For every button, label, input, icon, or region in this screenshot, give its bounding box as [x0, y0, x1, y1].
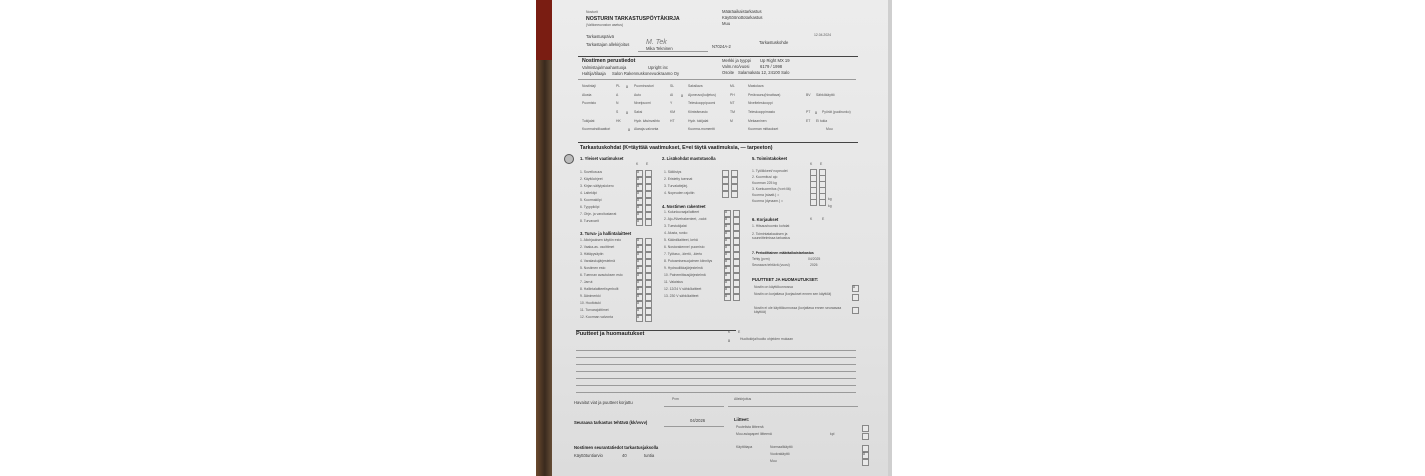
structure-mark: x: [725, 286, 728, 291]
signature-line-2: [728, 406, 858, 407]
type-mark: x: [626, 84, 629, 89]
general-e-box[interactable]: [645, 212, 652, 219]
safety-mark: x: [637, 265, 640, 270]
general-mark: x: [637, 183, 640, 188]
type-row-label-6: Kuormaindikaattori: [582, 127, 611, 131]
structure-mark: x: [725, 272, 728, 277]
safety-mark: x: [637, 272, 640, 277]
attachments-title: Liitteet:: [734, 417, 750, 422]
defects-box-item: Nostin ei ole käyttökunnossa (korjattava ennen seuraavaa käyttöä): [754, 306, 842, 315]
general-mark: x: [637, 218, 640, 223]
attachment-item-1: Puutelista liitteenä: [736, 425, 764, 429]
signature-line: [638, 51, 708, 52]
attachment-checkbox[interactable]: [862, 433, 869, 440]
type-name: Perävaunu(hinattava): [748, 93, 781, 97]
safety-item: 5. Nostimen esto: [580, 266, 606, 270]
structure-e-box[interactable]: [733, 224, 740, 231]
structure-mark: x: [725, 230, 728, 235]
safety-item: 6. Tuennan avautuksen esto: [580, 273, 623, 277]
tests-item: Kuorma (dynaam.) =: [752, 199, 783, 203]
safety-item: 3. Hätäpysäytin: [580, 252, 604, 256]
extra-item: 1. Säilöstys: [664, 170, 682, 174]
type-code: ML: [730, 84, 735, 88]
safety-item: 11. Turvarajoittimet: [580, 308, 609, 312]
structure-mark: x: [725, 265, 728, 270]
type-code: S: [616, 110, 619, 114]
attachment-item-2: Muu asiapaperi liitteenä: [736, 432, 772, 436]
structure-item: 3. Tuestukijalat: [664, 224, 687, 228]
e-header: E: [822, 217, 825, 221]
safety-e-box[interactable]: [645, 308, 652, 315]
use-item-2: Vuokrakäyttö: [770, 452, 790, 456]
safety-item: 10. Huoltotuki: [580, 301, 601, 305]
general-e-box[interactable]: [645, 205, 652, 212]
fixed-date-label: Pvm: [672, 397, 679, 401]
type-name: Kuorman mittaukset: [748, 127, 779, 131]
defects-box-item: Nostin on korjattava (korjaukset ennen sen käyttöä): [754, 292, 832, 296]
type-code: HK: [616, 119, 621, 123]
safety-e-box[interactable]: [645, 252, 652, 259]
fixed-label: Havaitut viat ja puutteet korjattu: [574, 400, 633, 405]
e-header: E: [646, 162, 649, 166]
safety-e-box[interactable]: [645, 301, 652, 308]
structure-item: 12. 12/24 V sähkölaitteet: [664, 287, 702, 291]
form-target-label: Tarkastuskohde: [759, 40, 789, 45]
divider-3: [578, 142, 858, 143]
general-item: 4. Laitekilpi: [580, 191, 597, 195]
type-code: TM: [730, 110, 735, 114]
safety-mark: x: [637, 286, 640, 291]
type-code: N: [616, 101, 619, 105]
use-item-3: Muu: [770, 459, 777, 463]
general-mark: x: [637, 204, 640, 209]
divider-1: [578, 56, 858, 57]
structure-item: 2. Ajo-/Nivelrakenteet, -valot: [664, 217, 707, 221]
form-title: NOSTURIN TARKASTUSPÖYTÄKIRJA: [586, 16, 680, 22]
structure-e-box[interactable]: [733, 245, 740, 252]
defects-box-title: PUUTTEET JA HUOMAUTUKSET:: [752, 277, 819, 282]
manufacturer-label: Valmistaja/maahantuoja: [582, 65, 627, 70]
structure-mark: x: [725, 223, 728, 228]
structure-e-box[interactable]: [733, 252, 740, 259]
type-code: BV: [806, 93, 811, 97]
type-code: AI: [670, 93, 674, 97]
structure-e-box[interactable]: [733, 259, 740, 266]
safety-mark: x: [637, 300, 640, 305]
type-name: Mastolava: [748, 84, 764, 88]
safety-e-box[interactable]: [645, 266, 652, 273]
structure-item: 1. Kulunkuvaaja/laitteet: [664, 210, 700, 214]
defects-note: Huoltokirja/huolto ohjeiden mukaan: [740, 337, 793, 341]
safety-e-box[interactable]: [645, 245, 652, 252]
tests-item: Kuorma (staatt.) =: [752, 193, 780, 197]
extra-item: 2. Eristetty tuennat: [664, 177, 693, 181]
general-title: 1. Yleiset vaatimukset: [580, 156, 624, 161]
structure-mark: x: [725, 258, 728, 263]
structure-e-box[interactable]: [733, 266, 740, 273]
structure-item: 8. Putoamisesuojaimen kiinnitys: [664, 259, 713, 263]
safety-item: 8. Hallintalaitteet/symbolit: [580, 287, 619, 291]
defects-line: [576, 378, 856, 379]
extra-e-box[interactable]: [731, 177, 738, 184]
next-value: 04/2026: [690, 418, 706, 423]
attachment-unit: kpl: [830, 432, 835, 436]
repairs-item: 1. Hitsaushuomio kohdat: [752, 224, 790, 228]
general-item: 1. Sovellusuus: [580, 170, 603, 174]
defects-checkbox[interactable]: [852, 294, 859, 301]
defects-line: [576, 392, 856, 393]
safety-e-box[interactable]: [645, 280, 652, 287]
tests-item: 1. Työliikkeet/ nopeudet: [752, 169, 788, 173]
inspection-form-sheet: [552, 0, 888, 476]
inspector-signature-label: Tarkastajan allekirjoitus: [586, 42, 630, 47]
model-value: Up Right MX 19: [760, 58, 790, 63]
extra-k-box[interactable]: [722, 177, 729, 184]
serial-value: 6179 / 1998: [760, 64, 783, 69]
type-name: Ei tukia: [816, 119, 828, 123]
k-header: K: [636, 162, 639, 166]
tests-item: 2. Kuormitus/ ajo: [752, 175, 778, 179]
address-value: Salamakatu 12, 24100 Salo: [738, 70, 790, 75]
tests-title: 5. Toimintakokeet: [752, 156, 788, 161]
next-label: Seuraava tarkastus tehtävä (kk/vvvv): [574, 420, 648, 425]
safety-e-box[interactable]: [645, 287, 652, 294]
structure-mark: x: [725, 244, 728, 249]
k-header: K: [728, 330, 731, 334]
structure-mark: x: [725, 237, 728, 242]
structure-item: 5. Kääntölaitteet, kehä: [664, 238, 698, 242]
address-label: Osoite: [722, 70, 735, 75]
periodic-title: 7. Periodittainen määräaikaistarkastus: [752, 251, 814, 255]
hours-unit: tuntia: [644, 453, 655, 458]
type-name: Puominosturi: [634, 84, 654, 88]
general-e-box[interactable]: [645, 184, 652, 191]
structure-mark: x: [725, 251, 728, 256]
safety-mark: x: [637, 237, 640, 242]
extra-k-box[interactable]: [722, 184, 729, 191]
periodic-label: Tehty (pvm): [752, 257, 770, 261]
type-row-label-1: Nostinlaji: [582, 84, 596, 88]
k-header: K: [810, 217, 813, 221]
unit-label: kg: [828, 197, 832, 201]
structure-item: 6. Nostorakenne/ puomisto: [664, 245, 705, 249]
use-check-mark: x: [863, 451, 866, 456]
use-checkbox[interactable]: [862, 459, 869, 466]
tests-item: Kuorman 225 kg: [752, 181, 777, 185]
tests-k-box[interactable]: [810, 199, 817, 206]
structure-mark: x: [725, 293, 728, 298]
manufacturer-value: Upright inc: [648, 65, 669, 70]
handwritten-date: 12.04.2024: [814, 33, 831, 37]
defects-line: [576, 385, 856, 386]
structure-e-box[interactable]: [733, 210, 740, 217]
extra-k-box[interactable]: [722, 170, 729, 177]
inspector-name: Mika Tekninen: [646, 46, 673, 51]
unit-label: kg: [828, 204, 832, 208]
type-code: KM: [670, 110, 676, 114]
type-code: A: [616, 93, 619, 97]
safety-title: 3. Turva- ja hallintalaitteet: [580, 231, 632, 236]
type-mark: x: [628, 127, 631, 132]
structure-item: 7. Työtaso, -kiertö, -kierto: [664, 252, 703, 256]
header-right-item-3: Muu: [722, 21, 731, 26]
type-name: Ajoneuvo(kuljetus): [688, 93, 716, 97]
general-mark: x: [637, 176, 640, 181]
document-number: N7024A-2: [712, 44, 731, 49]
defects-mark: x: [728, 338, 731, 343]
owner-value: Salon Rakennuskonevuokraamo Oy: [612, 71, 680, 76]
divider-2: [578, 79, 856, 80]
type-code: PT: [806, 110, 811, 114]
general-e-box[interactable]: [645, 219, 652, 226]
use-label: Käyttötapa: [736, 445, 753, 449]
tests-item: 3. Koekuormitus (h=nt:llä): [752, 187, 791, 191]
date-line: [664, 406, 724, 407]
structure-e-box[interactable]: [733, 231, 740, 238]
structure-e-box[interactable]: [733, 287, 740, 294]
structure-item: 9. Hydrauliikkajärjestelmä: [664, 266, 703, 270]
structure-mark: x: [725, 216, 728, 221]
defects-line: [576, 357, 856, 358]
structure-item: 4. Alusta, runko: [664, 231, 688, 235]
safety-e-box[interactable]: [645, 294, 652, 301]
follow-title: Nostimen seurantatiedot tarkastusjaksolla: [574, 445, 659, 450]
type-code: Y: [670, 101, 673, 105]
safety-item: 4. Varalaskujärjestelmä: [580, 259, 615, 263]
extra-e-box[interactable]: [731, 191, 738, 198]
safety-e-box[interactable]: [645, 273, 652, 280]
structure-e-box[interactable]: [733, 238, 740, 245]
type-mark: x: [815, 110, 818, 115]
safety-item: 9. Äänimerkki: [580, 294, 601, 298]
type-name: Kiinteämasto: [688, 110, 708, 114]
structure-item: 11. Valaistus: [664, 280, 683, 284]
periodic-label: Seuraava tehtävä (vuosi): [752, 263, 790, 267]
general-e-box[interactable]: [645, 170, 652, 177]
structure-e-box[interactable]: [733, 280, 740, 287]
serial-label: Valm.nro/vuosi: [722, 64, 750, 69]
repairs-item: 2. Toimintatakauksen ja suunnittelmissa tarkastus: [752, 232, 791, 241]
extra-title: 2. Lisäkohdat mastotasolla: [662, 156, 716, 161]
general-item: 6. Tyyppikilpi: [580, 205, 600, 209]
type-name: Saksi: [634, 110, 643, 114]
next-line: [664, 426, 724, 427]
safety-item: 2. Vaaka-as. osoittimet: [580, 245, 615, 249]
fixed-sig-label: Allekirjoitus: [734, 397, 752, 401]
extra-item: 3. Turvalaitejärj.: [664, 184, 688, 188]
section-title: Tarkastuskohdat (K=täyttää vaatimukset, E=ei täytä vaatimuksia, — tarpeeton): [580, 145, 773, 151]
defects-box-item: Nostin on käyttökunnossa: [754, 285, 793, 289]
safety-e-box[interactable]: [645, 238, 652, 245]
general-item: 2. Käyttöohjeet: [580, 177, 603, 181]
type-name: Pyörät (puolirunko): [822, 110, 851, 114]
general-mark: x: [637, 211, 640, 216]
safety-e-box[interactable]: [645, 315, 652, 322]
extra-k-box[interactable]: [722, 191, 729, 198]
binder-hole-icon: [564, 154, 574, 164]
safety-mark: x: [637, 279, 640, 284]
general-mark: x: [637, 197, 640, 202]
type-name: Alaraja-valvonta: [634, 127, 659, 131]
use-item-1: Normaalikäyttö: [770, 445, 793, 449]
type-code: SL: [670, 84, 675, 88]
periodic-value: 04/2025: [808, 257, 821, 261]
defects-title: Puutteet ja huomautukset: [576, 331, 645, 337]
type-name: Saksilava: [688, 84, 703, 88]
safety-item: 1. Aliohjauksen käytön esto: [580, 238, 622, 242]
type-name: Sähkökäyttö: [816, 93, 835, 97]
safety-item: 12. Kuorman valvonta: [580, 315, 613, 319]
safety-item: 7. Jarrut: [580, 280, 593, 284]
form-subtitle: (Valtioneuvoston asetus): [586, 23, 624, 27]
type-code: HT: [670, 119, 675, 123]
general-item: 7. Ohje- ja varoitustarrat: [580, 212, 617, 216]
defects-line: [576, 371, 856, 372]
safety-mark: x: [637, 314, 640, 319]
safety-mark: x: [637, 251, 640, 256]
structure-e-box[interactable]: [733, 273, 740, 280]
general-item: 3. Kirjan säilytyslokero: [580, 184, 614, 188]
hours-value: 40: [622, 453, 627, 458]
type-name: Mekaaninen: [748, 119, 767, 123]
periodic-value: 2026: [810, 263, 818, 267]
type-row-label-3: Puomisto: [582, 101, 597, 105]
defects-line: [576, 364, 856, 365]
basics-title: Nostimen perustiedot: [582, 58, 636, 64]
type-row-label-2: Alusta: [582, 93, 592, 97]
company-tag: Nosturit: [586, 10, 598, 14]
general-e-box[interactable]: [645, 191, 652, 198]
type-row-label-5: Tukijalat: [582, 119, 595, 123]
defects-checkbox[interactable]: [852, 307, 859, 314]
e-header: E: [738, 330, 741, 334]
structure-e-box[interactable]: [733, 294, 740, 301]
type-name: Hydr. käsinvaihto: [634, 119, 660, 123]
general-item: 5. Kuormakilpi: [580, 198, 602, 202]
safety-mark: x: [637, 293, 640, 298]
inspector-signature: M. Tek: [646, 39, 667, 46]
type-code: PL: [616, 84, 621, 88]
safety-e-box[interactable]: [645, 259, 652, 266]
defects-line: [576, 350, 856, 351]
structure-e-box[interactable]: [733, 217, 740, 224]
general-item: 8. Turvavarit: [580, 219, 599, 223]
type-name: Kuorma-momentti: [688, 127, 715, 131]
tests-e-box[interactable]: [819, 199, 826, 206]
type-name: Auto: [634, 93, 641, 97]
e-header: E: [820, 162, 823, 166]
header-right-item-1: Määräaikaistarkastus: [722, 9, 762, 14]
structure-title: 4. Nostimen rakenteet: [662, 204, 706, 209]
safety-mark: x: [637, 244, 640, 249]
k-header: K: [810, 162, 813, 166]
type-code: M: [730, 119, 733, 123]
owner-label: Haltija/tilaaja: [582, 71, 606, 76]
type-name: Teleskooppipuomi: [688, 101, 716, 105]
inspection-type-label: Tarkastuspäivä: [586, 34, 614, 39]
type-code: NT: [730, 101, 735, 105]
structure-item: 10. Painemittausjärjestelmä: [664, 273, 706, 277]
type-code: PH: [730, 93, 735, 97]
general-mark: x: [637, 190, 640, 195]
general-e-box[interactable]: [645, 177, 652, 184]
extra-item: 4. Nopeuden rajoitin: [664, 191, 695, 195]
repairs-title: 6. Korjaukset: [752, 217, 779, 222]
safety-mark: x: [637, 258, 640, 263]
general-e-box[interactable]: [645, 198, 652, 205]
structure-item: 13. 230 V sähkölaitteet: [664, 294, 699, 298]
type-mark: x: [626, 110, 629, 115]
type-name: Nivelpuomi: [634, 101, 651, 105]
type-name: Muu: [826, 127, 833, 131]
extra-e-box[interactable]: [731, 170, 738, 177]
type-name: Hydr. tukijalat: [688, 119, 709, 123]
attachment-checkbox[interactable]: [862, 425, 869, 432]
type-mark: x: [681, 93, 684, 98]
structure-mark: x: [725, 209, 728, 214]
type-name: Nivelteleskooppi: [748, 101, 773, 105]
general-mark: x: [637, 169, 640, 174]
safety-mark: x: [637, 307, 640, 312]
hours-label: Käyttötuntiarvio: [574, 453, 603, 458]
type-name: Teleskooppimasto: [748, 110, 776, 114]
model-label: Merkki ja tyyppi: [722, 58, 751, 63]
structure-mark: x: [725, 279, 728, 284]
header-right-item-2: Käyttöönottotarkastus: [722, 15, 763, 20]
defects-check-mark: x: [853, 284, 856, 289]
type-code: ET: [806, 119, 811, 123]
extra-e-box[interactable]: [731, 184, 738, 191]
